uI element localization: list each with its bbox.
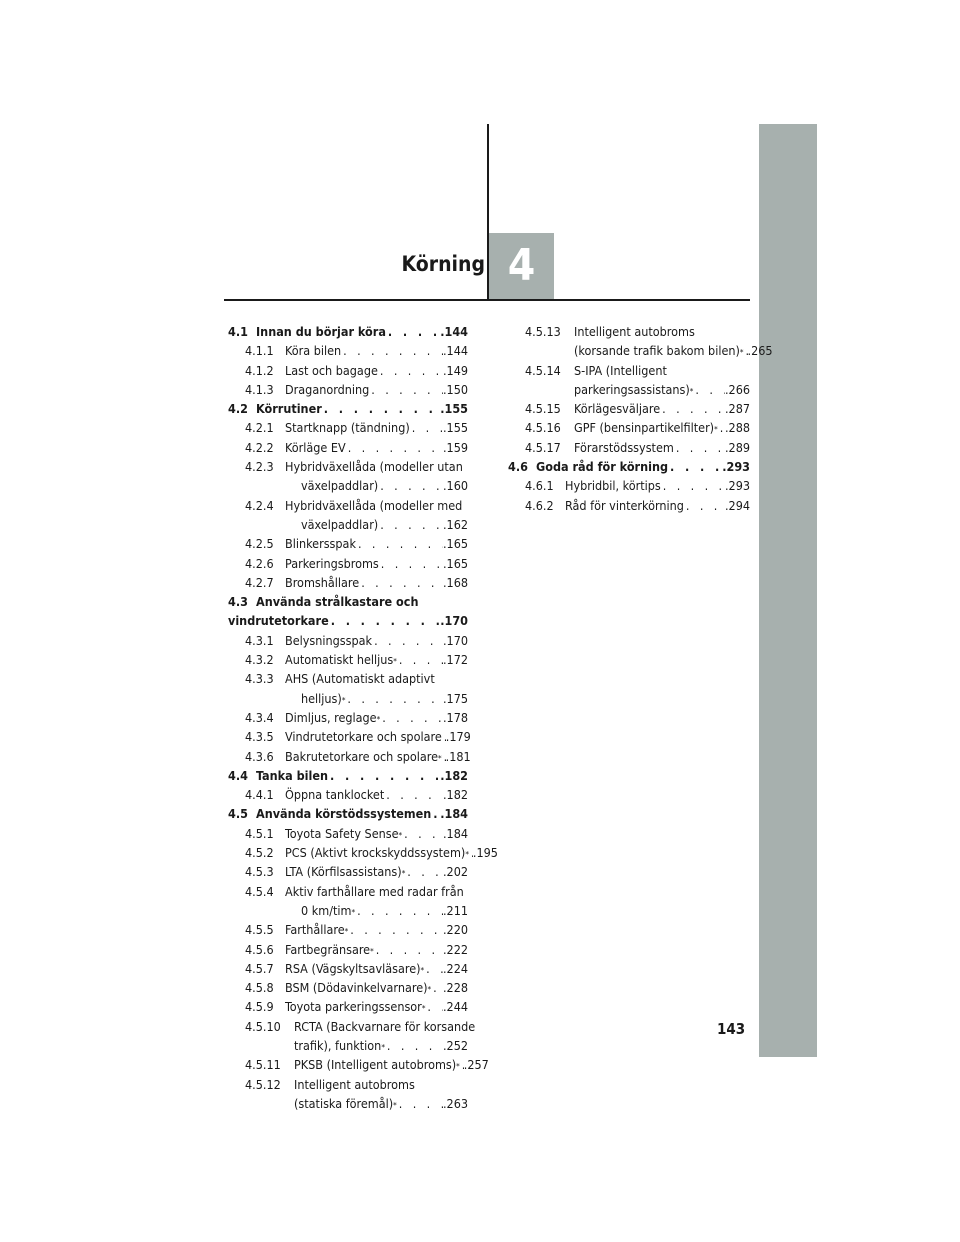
toc-entry-number: 4.3.3 bbox=[245, 671, 274, 687]
toc-entry[interactable]: 4.3.6 Bakrutetorkare och spolare * . . . .181 bbox=[228, 747, 468, 766]
toc-entry-continuation[interactable]: (korsande trafik bakom bilen) * . . . .265 bbox=[508, 341, 750, 360]
toc-entry-label: Hybridbil, körtips bbox=[565, 478, 661, 494]
toc-entry-number: 4.3.5 bbox=[245, 729, 274, 745]
toc-column-right bbox=[508, 322, 773, 515]
toc-entry-number: 4.5.4 bbox=[245, 883, 274, 899]
toc-entry[interactable] bbox=[508, 476, 750, 495]
toc-entry-number: 4.1.2 bbox=[245, 362, 274, 378]
toc-entry-number: 4.3.6 bbox=[245, 748, 274, 764]
toc-entry[interactable] bbox=[508, 496, 750, 515]
toc-entry[interactable] bbox=[508, 361, 750, 380]
toc-entry[interactable]: 4.5.16 GPF (bensinpartikelfilter) * . . . .288 bbox=[508, 418, 750, 437]
toc-entry-label: Använda strålkastare och bbox=[256, 594, 419, 610]
toc-entry-page: .224 bbox=[442, 960, 468, 976]
toc-leader-dots bbox=[379, 554, 443, 573]
toc-entry-label: PCS (Aktivt krockskyddssystem) bbox=[285, 845, 466, 861]
toc-entry-page: .184 bbox=[440, 806, 468, 822]
toc-entry-label: 0 km/tim bbox=[301, 902, 352, 918]
toc-entry-page: .165 bbox=[442, 555, 468, 571]
toc-entry-label: parkeringsassistans) bbox=[574, 381, 690, 397]
chapter-number: 4 bbox=[507, 240, 536, 291]
page-number: 143 bbox=[717, 1020, 746, 1038]
toc-entry-number: 4.1.3 bbox=[245, 381, 274, 397]
toc-entry[interactable] bbox=[228, 804, 468, 823]
toc-leader-dots bbox=[345, 689, 443, 708]
toc-entry-continuation[interactable]: trafik), funktion * . . . .252 bbox=[228, 1036, 468, 1055]
toc-entry-number: 4.1.1 bbox=[245, 343, 274, 359]
toc-entry-label: GPF (bensinpartikelfilter) bbox=[574, 420, 715, 436]
toc-entry-number: 4.5.7 bbox=[245, 960, 274, 976]
toc-entry-label: trafik), funktion bbox=[294, 1037, 382, 1053]
toc-entry-page: .160 bbox=[442, 478, 468, 494]
toc-leader-dots bbox=[718, 418, 725, 437]
toc-leader-dots bbox=[380, 708, 443, 727]
toc-entry-label: Parkeringsbroms bbox=[285, 555, 379, 571]
toc-entry-number: 4.4 bbox=[228, 767, 248, 783]
toc-entry-number: 4.5.6 bbox=[245, 941, 274, 957]
toc-entry-page: .181 bbox=[445, 748, 471, 764]
toc-entry-number: 4.6.1 bbox=[525, 478, 554, 494]
toc-entry-label: Körlägesväljare bbox=[574, 401, 661, 417]
toc-entry[interactable] bbox=[228, 592, 468, 611]
toc-entry-label: Toyota Safety Sense bbox=[285, 825, 399, 841]
toc-entry[interactable] bbox=[228, 1017, 476, 1036]
toc-leader-dots bbox=[328, 766, 440, 785]
toc-entry-page: .182 bbox=[440, 767, 468, 783]
toc-entry[interactable] bbox=[228, 341, 468, 360]
toc-leader-dots bbox=[684, 496, 725, 515]
toc-entry-continuation[interactable]: 0 km/tim * . . . .211 bbox=[228, 901, 468, 920]
toc-entry-page: .202 bbox=[442, 864, 468, 880]
toc-leader-dots bbox=[425, 997, 443, 1016]
toc-entry-page: .252 bbox=[442, 1037, 468, 1053]
toc-leader-dots bbox=[410, 418, 443, 437]
toc-entry[interactable] bbox=[228, 1075, 468, 1094]
toc-entry-number: 4.5.8 bbox=[245, 980, 274, 996]
toc-entry[interactable]: 4.5.11 PKSB (Intelligent autobroms) * . . . .257 bbox=[228, 1055, 468, 1074]
toc-entry-continuation[interactable] bbox=[228, 476, 468, 495]
toc-entry[interactable] bbox=[228, 727, 471, 746]
toc-entry-page: .287 bbox=[724, 401, 750, 417]
toc-entry-label: Fartbegränsare bbox=[285, 941, 371, 957]
toc-entry-page: .159 bbox=[442, 439, 468, 455]
toc-leader-dots bbox=[378, 476, 443, 495]
toc-entry-label: Bakrutetorkare och spolare bbox=[285, 748, 439, 764]
toc-entry-label: Startknapp (tändning) bbox=[285, 420, 410, 436]
toc-entry-label: Hybridväxellåda (modeller med bbox=[285, 497, 463, 513]
toc-entry[interactable] bbox=[228, 669, 468, 688]
toc-entry-number: 4.5.5 bbox=[245, 922, 274, 938]
toc-entry-label: Bromshållare bbox=[285, 574, 360, 590]
toc-entry-number: 4.2.1 bbox=[245, 420, 274, 436]
toc-leader-dots bbox=[378, 515, 443, 534]
toc-entry-number: 4.2.2 bbox=[245, 439, 274, 455]
toc-entry-label: Tanka bilen bbox=[256, 767, 329, 783]
toc-entry-continuation[interactable]: helljus) * . . . .175 bbox=[228, 689, 468, 708]
toc-leader-dots bbox=[386, 322, 440, 341]
toc-entry-number: 4.5.2 bbox=[245, 845, 274, 861]
toc-entry-number: 4.5 bbox=[228, 806, 248, 822]
toc-entry-label: Råd för vinterkörning bbox=[565, 497, 684, 513]
toc-entry-number: 4.3.4 bbox=[245, 709, 274, 725]
toc-leader-dots bbox=[660, 399, 725, 418]
toc-entry-label: AHS (Automatiskt adaptivt bbox=[285, 671, 435, 687]
toc-leader-dots bbox=[374, 940, 443, 959]
toc-entry-label: (statiska föremål) bbox=[294, 1095, 394, 1111]
toc-entry-number: 4.5.9 bbox=[245, 999, 274, 1015]
toc-entry-page: .263 bbox=[442, 1095, 468, 1111]
toc-leader-dots bbox=[402, 824, 443, 843]
toc-entry-page: .195 bbox=[472, 845, 498, 861]
toc-entry-number: 4.5.14 bbox=[525, 362, 561, 378]
toc-entry-label: helljus) bbox=[301, 690, 342, 706]
toc-entry-number: 4.2.5 bbox=[245, 536, 274, 552]
toc-entry-label: (korsande trafik bakom bilen) bbox=[574, 343, 740, 359]
toc-entry-page: .257 bbox=[463, 1057, 489, 1073]
toc-entry-label: Körläge EV bbox=[285, 439, 346, 455]
toc-leader-dots bbox=[661, 476, 725, 495]
toc-entry-label: Belysningsspak bbox=[285, 632, 373, 648]
toc-entry-page: .168 bbox=[442, 574, 468, 590]
toc-entry-label: Toyota parkeringssensor bbox=[285, 999, 422, 1015]
toc-entry-number: 4.6.2 bbox=[525, 497, 554, 513]
toc-entry-number: 4.5.1 bbox=[245, 825, 274, 841]
toc-entry-page: .179 bbox=[445, 729, 471, 745]
toc-entry[interactable] bbox=[228, 573, 468, 592]
toc-entry-page: .150 bbox=[442, 381, 468, 397]
toc-leader-dots bbox=[348, 920, 443, 939]
toc-leader-dots bbox=[674, 438, 725, 457]
toc-entry-page: .149 bbox=[442, 362, 468, 378]
toc-entry[interactable]: 4.5.7 RSA (Vägskyltsavläsare) * . . . .224 bbox=[228, 959, 468, 978]
toc-entry-number: 4.2.4 bbox=[245, 497, 274, 513]
toc-entry[interactable]: 4.3.4 Dimljus, reglage * . . . .178 bbox=[228, 708, 468, 727]
toc-entry-label: växelpaddlar) bbox=[301, 478, 379, 494]
toc-entry-label: Innan du börjar köra bbox=[256, 324, 386, 339]
toc-entry-page: .222 bbox=[442, 941, 468, 957]
toc-entry[interactable] bbox=[508, 399, 750, 418]
toc-entry-label: Farthållare bbox=[285, 922, 345, 938]
toc-entry[interactable] bbox=[228, 361, 468, 380]
chapter-side-tab bbox=[759, 124, 817, 1057]
toc-entry-number: 4.4.1 bbox=[245, 787, 274, 803]
toc-entry-continuation[interactable]: parkeringsassistans) * . . . .266 bbox=[508, 380, 750, 399]
chapter-number-box bbox=[489, 233, 554, 299]
toc-entry-label: LTA (Körfilsassistans) bbox=[285, 864, 402, 880]
toc-entry-page: .144 bbox=[442, 343, 468, 359]
toc-entry-page: .182 bbox=[442, 787, 468, 803]
toc-entry[interactable] bbox=[228, 882, 468, 901]
toc-entry[interactable] bbox=[508, 438, 750, 457]
toc-entry-label: S-IPA (Intelligent bbox=[574, 362, 667, 378]
toc-entry-page: .170 bbox=[440, 613, 468, 629]
toc-entry-page: .265 bbox=[747, 343, 773, 359]
toc-entry-page: .165 bbox=[442, 536, 468, 552]
toc-entry-page: .288 bbox=[724, 420, 750, 436]
toc-entry-number: 4.2.7 bbox=[245, 574, 274, 590]
toc-entry[interactable] bbox=[228, 322, 468, 341]
toc-entry-page: .162 bbox=[442, 516, 468, 532]
toc-entry-number: 4.5.3 bbox=[245, 864, 274, 880]
toc-entry-number: 4.6 bbox=[508, 459, 528, 475]
toc-entry-number: 4.5.17 bbox=[525, 439, 561, 455]
toc-entry-label: Blinkersspak bbox=[285, 536, 356, 552]
toc-leader-dots bbox=[405, 862, 443, 881]
toc-entry-number: 4.5.10 bbox=[245, 1018, 281, 1034]
toc-entry-number: 4.5.15 bbox=[525, 401, 561, 417]
toc-leader-dots bbox=[431, 804, 440, 823]
toc-leader-dots bbox=[356, 534, 443, 553]
toc-entry-page: .172 bbox=[442, 652, 468, 668]
toc-leader-dots bbox=[397, 650, 443, 669]
toc-entry-label: Använda körstödssystemen bbox=[256, 806, 432, 822]
toc-entry-page: .293 bbox=[724, 478, 750, 494]
toc-entry-label: Hybridväxellåda (modeller utan bbox=[285, 459, 463, 475]
toc-leader-dots bbox=[668, 457, 722, 476]
toc-entry-continuation[interactable] bbox=[228, 515, 468, 534]
toc-entry-label: BSM (Dödavinkelvarnare) bbox=[285, 980, 428, 996]
toc-leader-dots bbox=[341, 341, 443, 360]
toc-entry-label: RSA (Vägskyltsavläsare) bbox=[285, 960, 421, 976]
toc-entry-page: .293 bbox=[722, 459, 750, 475]
toc-entry-page: .170 bbox=[442, 632, 468, 648]
toc-entry[interactable]: 4.5.2 PCS (Aktivt krockskyddssystem) * . . . .195 bbox=[228, 843, 468, 862]
toc-entry-label: Intelligent autobroms bbox=[574, 324, 695, 339]
toc-entry-label: vindrutetorkare bbox=[228, 613, 329, 629]
toc-entry-label: Vindrutetorkare och spolare bbox=[285, 729, 442, 745]
toc-entry[interactable] bbox=[228, 785, 468, 804]
toc-leader-dots bbox=[355, 901, 443, 920]
toc-entry-label: Öppna tanklocket bbox=[285, 787, 385, 803]
toc-entry[interactable] bbox=[228, 457, 468, 476]
toc-leader-dots bbox=[359, 573, 443, 592]
toc-entry[interactable] bbox=[228, 766, 468, 785]
toc-leader-dots bbox=[384, 785, 443, 804]
toc-entry[interactable] bbox=[228, 554, 468, 573]
toc-entry[interactable] bbox=[228, 399, 468, 418]
toc-entry-page: .289 bbox=[724, 439, 750, 455]
toc-leader-dots bbox=[372, 631, 443, 650]
toc-entry-page: .228 bbox=[442, 980, 468, 996]
toc-entry-continuation[interactable]: (statiska föremål) * . . . .263 bbox=[228, 1094, 468, 1113]
toc-entry[interactable]: 4.5.3 LTA (Körfilsassistans) * . . . .202 bbox=[228, 862, 468, 881]
toc-entry[interactable]: 4.5.8 BSM (Dödavinkelvarnare) * . . . .228 bbox=[228, 978, 468, 997]
toc-entry-page: .211 bbox=[442, 902, 468, 918]
toc-leader-dots bbox=[378, 361, 443, 380]
chapter-title: Körning bbox=[401, 252, 485, 276]
toc-entry-number: 4.5.12 bbox=[245, 1076, 281, 1092]
toc-leader-dots bbox=[369, 380, 443, 399]
toc-entry-number: 4.3.1 bbox=[245, 632, 274, 648]
toc-entry-label: Goda råd för körning bbox=[536, 459, 669, 475]
toc-entry-number: 4.5.16 bbox=[525, 420, 561, 436]
toc-entry[interactable]: 4.5.6 Fartbegränsare * . . . .222 bbox=[228, 940, 468, 959]
toc-entry-number: 4.1 bbox=[228, 324, 248, 339]
toc-entry[interactable] bbox=[508, 457, 750, 476]
toc-leader-dots bbox=[322, 399, 441, 418]
header-horizontal-rule bbox=[224, 299, 750, 301]
toc-entry-number: 4.5.13 bbox=[525, 324, 561, 339]
toc-entry-label: Intelligent autobroms bbox=[294, 1076, 415, 1092]
toc-entry-number: 4.3.2 bbox=[245, 652, 274, 668]
toc-entry-label: Dimljus, reglage bbox=[285, 709, 377, 725]
toc-entry[interactable] bbox=[228, 438, 468, 457]
toc-entry[interactable]: 4.5.5 Farthållare * . . . .220 bbox=[228, 920, 468, 939]
toc-entry-page: .178 bbox=[442, 709, 468, 725]
toc-entry-label: Förarstödssystem bbox=[574, 439, 674, 455]
toc-column-left bbox=[228, 322, 498, 1113]
toc-entry-label: Körrutiner bbox=[256, 401, 322, 417]
toc-entry-label: växelpaddlar) bbox=[301, 516, 379, 532]
toc-entry[interactable] bbox=[228, 631, 468, 650]
toc-entry-label: Draganordning bbox=[285, 381, 370, 397]
toc-entry-number: 4.3 bbox=[228, 594, 248, 610]
toc-entry-number: 4.5.11 bbox=[245, 1057, 281, 1073]
toc-entry[interactable]: 4.5.1 Toyota Safety Sense * . . . .184 bbox=[228, 824, 468, 843]
toc-entry-label: Automatiskt helljus bbox=[285, 652, 394, 668]
toc-leader-dots bbox=[431, 978, 443, 997]
toc-leader-dots bbox=[397, 1094, 443, 1113]
toc-entry-page: .266 bbox=[724, 381, 750, 397]
toc-entry-label: Last och bagage bbox=[285, 362, 378, 378]
toc-entry-label: Köra bilen bbox=[285, 343, 342, 359]
toc-entry-number: 4.2.6 bbox=[245, 555, 274, 571]
toc-entry-label: Aktiv farthållare med radar från bbox=[285, 883, 464, 899]
toc-entry-page: .175 bbox=[442, 690, 468, 706]
toc-entry-page: .244 bbox=[442, 999, 468, 1015]
toc-entry[interactable] bbox=[508, 322, 750, 341]
toc-entry-continuation[interactable] bbox=[228, 611, 468, 630]
toc-leader-dots bbox=[346, 438, 443, 457]
toc-entry-page: .184 bbox=[442, 825, 468, 841]
toc-entry[interactable] bbox=[228, 380, 468, 399]
toc-entry[interactable] bbox=[228, 496, 468, 515]
toc-entry[interactable] bbox=[228, 418, 468, 437]
toc-entry-page: .144 bbox=[440, 324, 468, 339]
toc-leader-dots bbox=[693, 380, 725, 399]
toc-leader-dots bbox=[329, 611, 441, 630]
toc-leader-dots bbox=[385, 1036, 443, 1055]
toc-entry-number: 4.2.3 bbox=[245, 459, 274, 475]
toc-entry-label: PKSB (Intelligent autobroms) bbox=[294, 1057, 457, 1073]
toc-entry-label: RCTA (Backvarnare för korsande bbox=[294, 1018, 476, 1034]
toc-entry-page: .220 bbox=[442, 922, 468, 938]
toc-entry[interactable]: 4.3.2 Automatiskt helljus * . . . .172 bbox=[228, 650, 468, 669]
toc-entry-page: .155 bbox=[440, 401, 468, 417]
toc-entry[interactable] bbox=[228, 534, 468, 553]
toc-entry-page: .155 bbox=[442, 420, 468, 436]
toc-entry[interactable]: 4.5.9 Toyota parkeringssensor * . . . .244 bbox=[228, 997, 468, 1016]
toc-entry-page: .294 bbox=[724, 497, 750, 513]
toc-leader-dots bbox=[424, 959, 443, 978]
toc-entry-number: 4.2 bbox=[228, 401, 248, 417]
